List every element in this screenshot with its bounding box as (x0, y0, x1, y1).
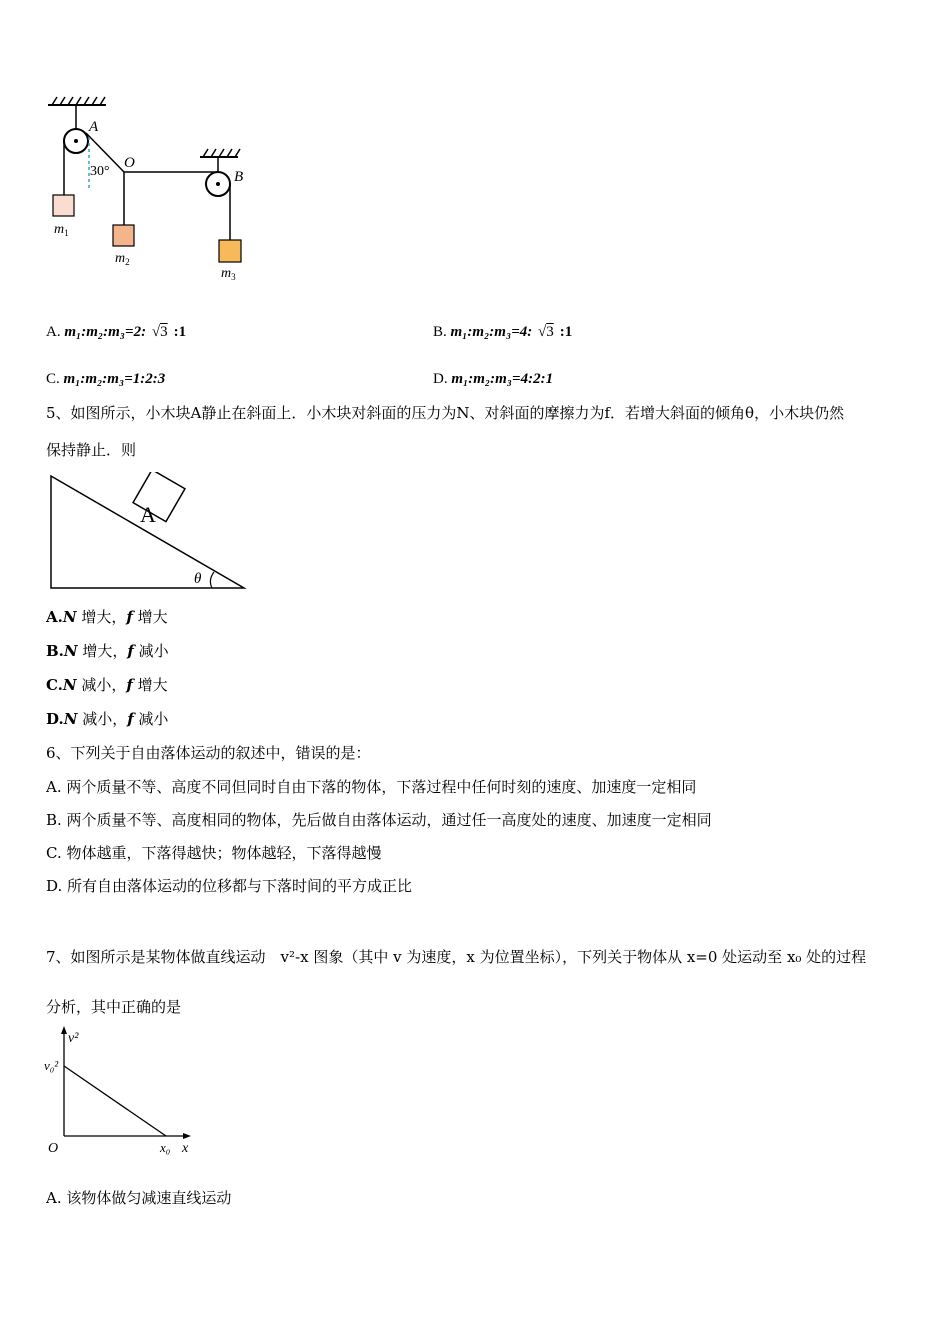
q5-option-c: C.N 减小，f 增大 (46, 676, 168, 694)
q5-option-b: B.N 增大，f 减小 (46, 642, 169, 660)
q5-option-a: A.N 增大，f 增大 (46, 608, 168, 626)
label-b: B (234, 169, 244, 185)
q6-option-b: B. 两个质量不等、高度相同的物体，先后做自由落体运动，通过任一高度处的速度、加速度一定相同 (46, 811, 712, 829)
x-axis-label: x (182, 1141, 189, 1156)
q6-option-a: A. 两个质量不等、高度不同但同时自由下落的物体，下落过程中任何时刻的速度、加速度一定相同 (46, 778, 697, 796)
q6-stem: 6、下列关于自由落体运动的叙述中，错误的是： (46, 744, 371, 762)
q5-option-d: D.N 减小，f 减小 (46, 710, 169, 728)
q4-option-d: D. m₁:m₂:m₃=4:2:1 (433, 371, 554, 387)
q4-option-a: A. m₁:m₂:m₃=2: √3 :1 (46, 324, 187, 340)
y-intercept-label: v₀² (44, 1058, 59, 1073)
label-m2: $m_2$ (115, 251, 130, 267)
q7-option-a: A. 该物体做匀减速直线运动 (46, 1189, 232, 1207)
pulley-diagram (40, 95, 270, 290)
x-intercept-label: x₀ (160, 1140, 171, 1155)
q7-stem-line2: 分析，其中正确的是 (46, 998, 182, 1016)
origin-label: O (48, 1141, 59, 1156)
label-angle: 30° (90, 164, 110, 179)
q5-stem-line2: 保持静止．则 (46, 441, 137, 459)
angle-label: θ (194, 571, 202, 587)
y-axis-label: v² (68, 1031, 79, 1046)
v2-x-graph (40, 1022, 210, 1162)
q6-option-c: C. 物体越重，下落得越快；物体越轻，下落得越慢 (46, 844, 382, 862)
q6-option-d: D. 所有自由落体运动的位移都与下落时间的平方成正比 (46, 877, 413, 895)
label-m1: $m_1$ (54, 222, 69, 238)
q4-option-b: B. m₁:m₂:m₃=4: √3 :1 (433, 324, 573, 340)
block-label: A (140, 502, 156, 527)
incline-diagram (48, 472, 248, 592)
mass-m2-box (113, 225, 134, 246)
q7-stem-line1: 7、如图所示是某物体做直线运动 v²-x 图象（其中 v 为速度，x 为位置坐标），下列关于物体从 x=0 处运动至 x₀ 处的过程 (46, 948, 867, 966)
q4-option-c: C. m₁:m₂:m₃=1:2:3 (46, 371, 166, 387)
label-a: A (89, 119, 99, 135)
mass-m1-box (53, 195, 74, 216)
mass-m3-box (219, 240, 241, 262)
label-m3: $m_3$ (221, 266, 236, 282)
label-o: O (124, 155, 135, 171)
q5-stem-line1: 5、如图所示，小木块A静止在斜面上．小木块对斜面的压力为N、对斜面的摩擦力为f．若增大斜面的倾角θ，小木块仍然 (46, 404, 845, 422)
